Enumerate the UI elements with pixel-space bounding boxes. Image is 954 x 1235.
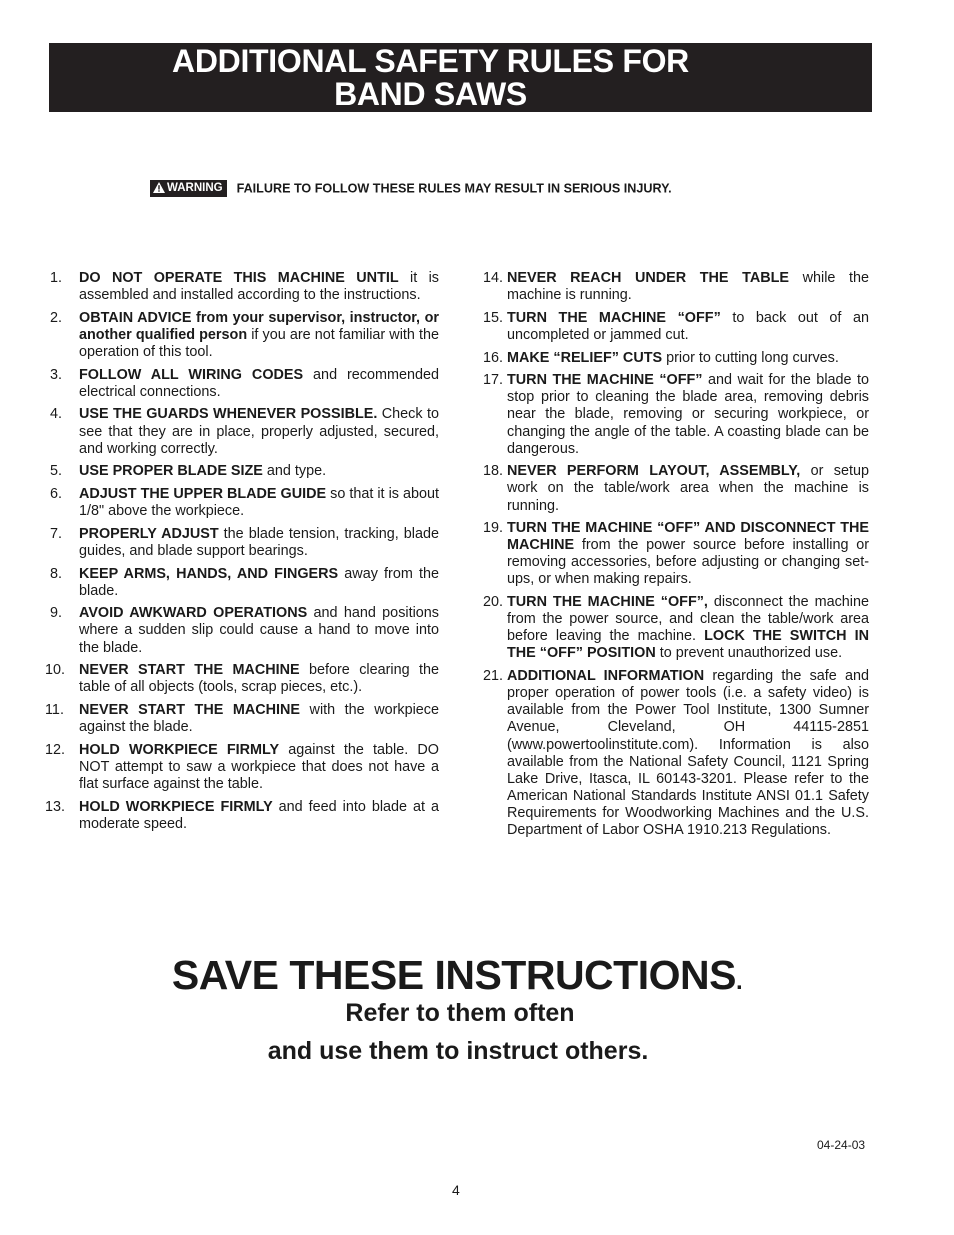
rule-number: 1.	[50, 270, 63, 286]
page-title-line1: ADDITIONAL SAFETY RULES FOR	[172, 43, 689, 79]
rule-bold: NEVER PERFORM LAYOUT, ASSEMBLY,	[507, 463, 801, 480]
revision-date: 04-24-03	[817, 1138, 866, 1152]
rule-number: 13.	[45, 798, 66, 815]
rule-number: 8.	[50, 565, 63, 582]
rule-item	[45, 406, 439, 457]
rule-bold: USE PROPER BLADE SIZE	[79, 463, 263, 480]
rule-bold: TURN THE MACHINE “OFF”,	[507, 594, 708, 611]
rule-text: away from the blade.	[79, 565, 439, 599]
rule-number: 11.	[45, 702, 64, 718]
rule-text: before clearing the table of all objects (tools, scrap pieces, etc.).	[79, 662, 440, 696]
rule-number: 12.	[45, 741, 66, 758]
rule-number: 4.	[50, 406, 63, 423]
page-number: 4	[452, 1182, 460, 1198]
rule-item	[45, 702, 439, 736]
rule-item	[45, 742, 439, 793]
rule-number: 20.	[482, 594, 503, 611]
rule-item	[45, 486, 439, 520]
rules-column-right	[473, 270, 869, 845]
rule-text: against the table. DO NOT attempt to saw a workpiece that does not have a flat surface against the table.	[79, 741, 439, 792]
rule-bold: DO NOT OPERATE THIS MACHINE UNTIL	[79, 270, 399, 286]
rule-bold: FOLLOW ALL WIRING CODES	[79, 366, 304, 383]
rule-text: it is assembled and installed according to the instructions.	[79, 270, 439, 304]
rule-item	[45, 463, 439, 480]
save-subtitle-line2: and use them to instruct others.	[267, 1037, 649, 1065]
rule-number: 14.	[482, 270, 503, 286]
rule-item	[45, 799, 439, 833]
rule-bold: NEVER START THE MACHINE	[79, 702, 301, 718]
rule-item	[45, 310, 439, 361]
warning-text: FAILURE TO FOLLOW THESE RULES MAY RESULT IN SERIOUS INJURY.	[236, 181, 672, 196]
rule-item	[45, 662, 439, 696]
rule-bold: TURN THE MACHINE “OFF”	[507, 309, 721, 326]
rule-number: 19.	[482, 520, 503, 537]
rule-item	[473, 310, 869, 344]
rule-text: or setup work on the table/work area when the machine is running.	[507, 463, 869, 514]
rule-text: and hand positions where a sudden slip could cause a hand to move into the blade.	[79, 605, 439, 656]
rule-text: so that it is about 1/8" above the workpiece.	[79, 486, 439, 520]
rule-number: 9.	[50, 605, 63, 622]
rule-bold: HOLD WORKPIECE FIRMLY	[79, 798, 273, 815]
rule-number: 18.	[482, 463, 503, 480]
rule-bold: OBTAIN ADVICE from your supervisor, instructor, or another qualified person	[79, 309, 439, 343]
rule-item	[473, 463, 869, 514]
rule-bold: TURN THE MACHINE “OFF” AND DISCONNECT THE MACHINE	[507, 520, 869, 554]
rule-number: 2.	[50, 309, 63, 326]
rule-text: if you are not familiar with the operation of this tool.	[79, 326, 439, 360]
rule-item	[473, 668, 869, 839]
rule-item	[45, 270, 439, 304]
warning-badge	[150, 180, 227, 197]
save-title-period: .	[735, 968, 743, 995]
rule-number: 21.	[482, 668, 503, 685]
page-title-line2: BAND SAWS	[334, 76, 527, 112]
save-subtitle-line1: Refer to them often	[345, 999, 575, 1027]
rule-bold: AVOID AWKWARD OPERATIONS	[79, 605, 308, 622]
rule-text: and type.	[262, 463, 327, 480]
rule-item	[45, 566, 439, 600]
rule-item	[45, 367, 439, 401]
rule-text-2: to prevent unauthorized use.	[655, 645, 843, 662]
rule-bold: KEEP ARMS, HANDS, AND FINGERS	[79, 565, 339, 582]
rule-item	[473, 520, 869, 588]
warning-badge-label: WARNING	[167, 182, 223, 194]
rule-item	[45, 526, 439, 560]
rule-text: the blade tension, tracking, blade guides, and blade support bearings.	[79, 525, 439, 559]
rule-number: 7.	[50, 525, 63, 542]
rule-text: and wait for the blade to stop prior to cleaning the blade area, removing debris near the blade, removing or securing workpiece, or changing the angle of the table. A coasting blade can be dangerous.	[507, 372, 870, 457]
rule-bold: HOLD WORKPIECE FIRMLY	[79, 741, 280, 758]
rule-number: 16.	[482, 349, 503, 366]
rule-bold: NEVER REACH UNDER THE TABLE	[507, 270, 789, 286]
rule-bold: TURN THE MACHINE “OFF”	[507, 372, 703, 389]
rule-item	[473, 594, 869, 662]
title-banner	[49, 43, 872, 112]
rule-number: 6.	[50, 486, 63, 502]
rule-text: disconnect the machine from the power source, and clean the table/work area before leaving the machine.	[507, 594, 869, 645]
rule-item	[45, 605, 439, 656]
rule-text: and recommended electrical connections.	[79, 366, 440, 400]
rule-number: 3.	[50, 366, 63, 383]
rule-bold: MAKE “RELIEF” CUTS	[507, 349, 663, 366]
warning-notice	[150, 180, 672, 197]
rule-item	[473, 372, 869, 457]
rule-bold: PROPERLY ADJUST	[79, 525, 219, 542]
save-instructions-heading	[0, 952, 954, 999]
rule-number: 17.	[482, 372, 503, 389]
rules-column-left	[45, 270, 439, 838]
rule-text: Check to see that they are in place, properly adjusted, secured, and working correctly.	[79, 406, 439, 457]
save-title-text: SAVE THESE INSTRUCTIONS	[171, 952, 736, 998]
rule-text: while the machine is running.	[507, 270, 869, 304]
rule-item	[473, 350, 869, 367]
rule-text: regarding the safe and proper operation of power tools (i.e. a safety video) is available from the Power Tool Institute, 1300 Sumner Avenue, Cleveland, OH 44115-2851 (www.powertoolinstitute.com). Information is also available from the National Safety Council, 1121 Spring Lake Drive, Itasca, IL 60143-3201. Please refer to the American National Standards Institute ANSI 01.1 Safety Requirements for Woodworking Machines and the U.S. Department of Labor OSHA 1910.213 Regulations.	[507, 668, 869, 838]
rule-bold-2: LOCK THE SWITCH IN THE “OFF” POSITION	[507, 628, 869, 662]
rule-text: with the workpiece against the blade.	[79, 702, 439, 736]
rule-number: 5.	[50, 463, 63, 480]
rule-bold: ADJUST THE UPPER BLADE GUIDE	[79, 486, 327, 502]
rule-text: to back out of an uncompleted or jammed cut.	[507, 309, 870, 343]
rule-bold: USE THE GUARDS WHENEVER POSSIBLE.	[79, 406, 378, 423]
rule-bold: NEVER START THE MACHINE	[79, 662, 300, 679]
rule-bold: ADDITIONAL INFORMATION	[507, 668, 705, 685]
rule-item	[473, 270, 869, 304]
rule-number: 15.	[482, 309, 503, 326]
rule-text: prior to cutting long curves.	[662, 349, 839, 366]
warning-triangle-icon	[153, 182, 165, 193]
rule-text: from the power source before installing or removing accessories, before adjusting or changing set-ups, or when making repairs.	[507, 537, 869, 588]
rule-number: 10.	[45, 662, 66, 679]
rule-text: and feed into blade at a moderate speed.	[79, 798, 439, 832]
